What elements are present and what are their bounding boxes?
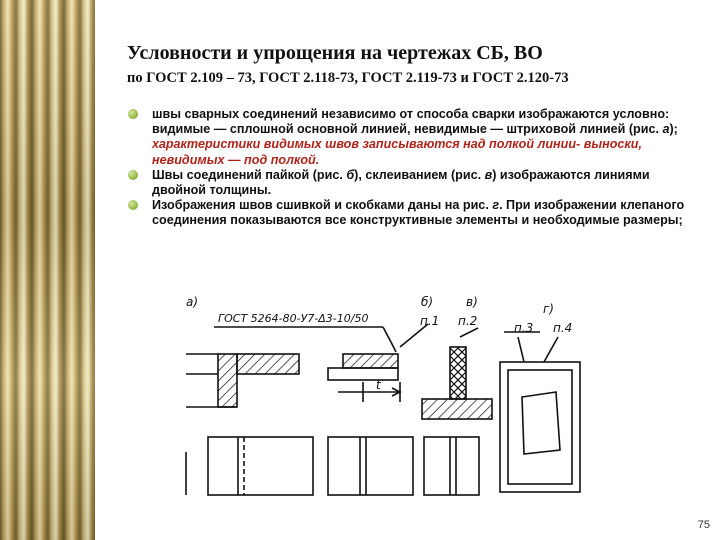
label-a: а) xyxy=(186,295,199,309)
bullet-text: ); xyxy=(669,122,678,137)
page-number: 75 xyxy=(697,519,710,531)
label-b: б) xyxy=(421,295,434,309)
technical-drawing xyxy=(178,292,598,510)
bullet-text: Швы соединений пайкой (рис. xyxy=(152,167,347,182)
bullet-text: Изображения швов сшивкой и скобками даны на рис. xyxy=(152,198,493,213)
leader-line xyxy=(518,337,524,362)
figure-ref: а xyxy=(662,122,670,137)
bullet-dot-icon xyxy=(128,200,138,210)
hatched-plate-top xyxy=(343,354,398,368)
hatched-plate-horizontal xyxy=(237,354,299,374)
bullet-dot-icon xyxy=(128,109,138,119)
note-p1: п.1 xyxy=(420,314,440,328)
leader-line xyxy=(400,324,428,347)
gost-note: ГОСТ 5264-80-У7-Δ3-10/50 xyxy=(218,312,369,325)
dim-t: t xyxy=(376,378,381,392)
bullet-dot-icon xyxy=(128,170,138,180)
highlight-text: характеристики видимых швов записываются над полкой линии- выноски, невидимых — под полкой. xyxy=(152,137,642,167)
note-p4: п.4 xyxy=(553,321,573,335)
slide-title: Условности и упрощения на чертежах СБ, ВО xyxy=(127,42,543,64)
hatched-base xyxy=(422,399,492,419)
bullet-text: ), склеиванием (рис. xyxy=(354,167,485,182)
leader-line xyxy=(460,328,478,337)
border-shading xyxy=(0,0,95,540)
hatched-plate-vertical xyxy=(218,354,237,407)
plate-middle xyxy=(328,368,398,380)
front-view-box xyxy=(424,437,479,495)
note-p3: п.3 xyxy=(514,321,534,335)
bullet-item-soldering xyxy=(127,168,697,198)
stitched-part xyxy=(522,392,560,454)
bullet-text: . При изображении клепаного соединения показываются все конструктивные элементы и необходимые размеры; xyxy=(152,198,685,228)
figure-ref: в xyxy=(484,167,493,182)
slide-subtitle: по ГОСТ 2.109 – 73, ГОСТ 2.118-73, ГОСТ 2.119-73 и ГОСТ 2.120-73 xyxy=(127,70,569,86)
figure-ref: г xyxy=(492,198,500,213)
note-p2: п.2 xyxy=(458,314,478,328)
bullet-text: швы сварных соединений независимо от способа сварки изображаются условно: видимые — сплошной основной линией, невидимые — штриховой линией (рис. xyxy=(152,107,670,137)
bullet-item-welds xyxy=(127,107,697,168)
label-v: в) xyxy=(466,295,478,309)
bullet-list xyxy=(127,107,697,229)
cross-hatched-part xyxy=(450,347,466,399)
label-g: г) xyxy=(543,302,554,316)
bullet-item-stitching xyxy=(127,198,697,228)
outer-frame xyxy=(500,362,580,492)
front-view-box xyxy=(328,437,413,495)
bullet-text: ) изображаются линиями двойной толщины. xyxy=(152,167,650,198)
inner-frame xyxy=(508,370,572,484)
leader-line xyxy=(383,327,396,352)
front-view-box xyxy=(208,437,313,495)
figure-ref: б xyxy=(346,167,355,182)
leader-line xyxy=(544,337,558,362)
